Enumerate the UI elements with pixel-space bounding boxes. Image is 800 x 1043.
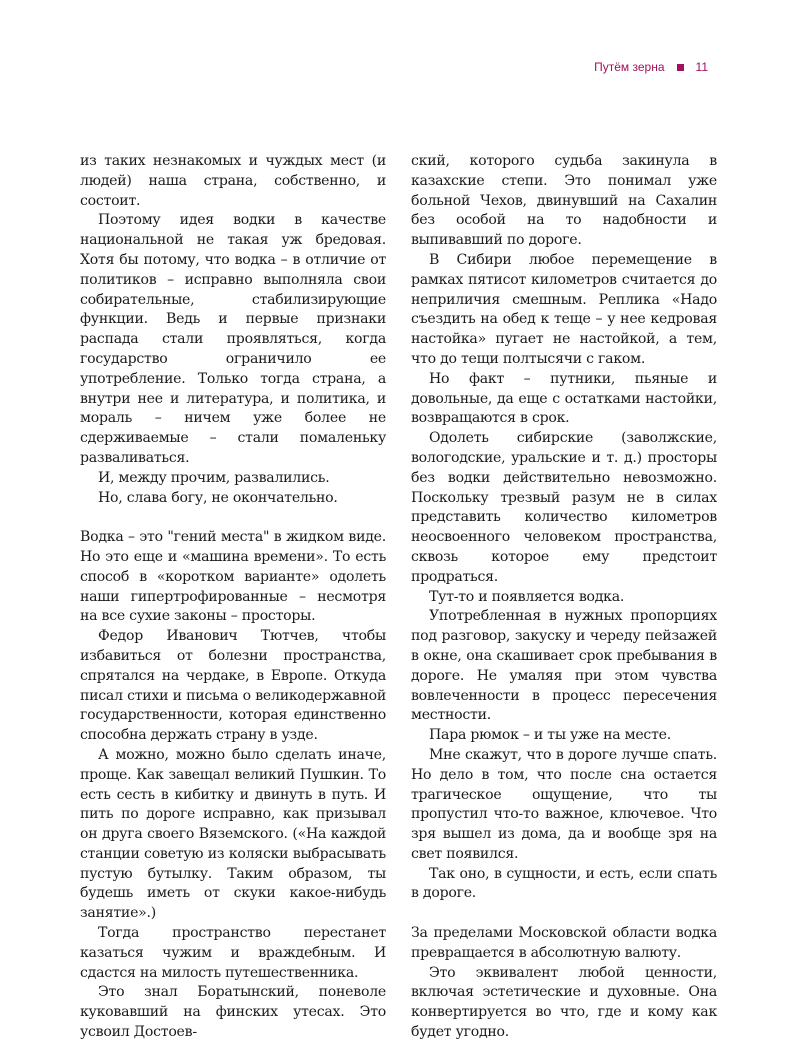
paragraph: Пара рюмок – и ты уже на месте. bbox=[429, 727, 671, 744]
paragraph: Так оно, в сущности, и есть, если спать в дороге. bbox=[411, 865, 717, 902]
paragraph: За пределами Московской области водка превращается в абсолютную валюту. bbox=[411, 925, 717, 961]
paragraph: ский, которого судьба закинула в казахские степи. Это понимал уже больной Чехов, двинувший на Сахалин без особой на то надобности и выпивавший по дороге. bbox=[411, 153, 717, 249]
running-header bbox=[594, 60, 708, 74]
paragraph: Употребленная в нужных пропорциях под разговор, закуску и череду пейзажей в окне, она скашивает срок пребывания в дороге. Не умаляя при этом чувства вовлеченности в процесс пересечения местности. bbox=[411, 608, 717, 724]
paragraph: Поэтому идея водки в качестве национальной не такая уж бредовая. Хотя бы потому, что водка – в отличие от политиков – исправно выполняла свои собирательные, стабилизирующие функции. Ведь и первые признаки распада стали проявляться, когда государство ограничило ее употребление. Только тогда страна, а внутри нее и литература, и политика, и мораль – ничем уже более не сдерживаемые – стали помаленьку разваливаться. bbox=[80, 212, 386, 466]
paragraph: Но факт – путники, пьяные и довольные, да еще с остатками настойки, возвращаются в срок. bbox=[411, 370, 717, 427]
running-title: Путём зерна bbox=[594, 60, 665, 74]
paragraph: Водка – это "гений места" в жидком виде. Но это еще и «машина времени». То есть способ в «коротком варианте» одолеть наши гипертрофированные – несмотря на все сухие законы – просторы. bbox=[80, 529, 386, 625]
left-column bbox=[80, 152, 386, 1043]
paragraph: А можно, можно было сделать иначе, проще. Как завещал великий Пушкин. То есть сесть в кибитку и двинуть в путь. И пить по дороге исправно, как призывал он друга своего Вяземского. («На каждой станции советую из коляски выбрасывать пустую бутылку. Таким образом, ты будешь иметь от скуки какое-нибудь занятие».) bbox=[80, 746, 386, 922]
paragraph: Тут-то и появляется водка. bbox=[429, 588, 625, 605]
paragraph: Мне скажут, что в дороге лучше спать. Но дело в том, что после сна остается трагическое ощущение, что ты пропустил что-то важное, ключевое. Что зря вышел из дома, да и вообще зря на свет появился. bbox=[411, 746, 717, 862]
paragraph: Но, слава богу, не окончательно. bbox=[98, 489, 338, 506]
paragraph: Это знал Боратынский, поневоле куковавший на финских утесах. Это усвоил Достоев- bbox=[80, 984, 386, 1041]
paragraph: из таких незнакомых и чуждых мест (и людей) наша страна, собственно, и состоит. bbox=[80, 153, 386, 209]
paragraph: И, между прочим, развалились. bbox=[98, 469, 330, 486]
paragraph: Одолеть сибирские (заволжские, вологодские, уральские и т. д.) просторы без водки действительно невозможно. Поскольку трезвый разум не в силах представить количество километров неосвоенного человеком пространства, сквозь которое ему предстоит продраться. bbox=[411, 430, 717, 585]
paragraph: Это эквивалент любой ценности, включая эстетические и духовные. Она конвертируется во что, где и кому как будет угодно. bbox=[411, 964, 717, 1041]
right-column bbox=[411, 152, 717, 1043]
paragraph: Федор Иванович Тютчев, чтобы избавиться от болезни пространства, спрятался на чердаке, в Европе. Откуда писал стихи и письма о великодержавной государственности, которая единственно способна держать страну в узде. bbox=[80, 628, 386, 744]
paragraph: В Сибири любое перемещение в рамках пятисот километров считается до неприличия смешным. Реплика «Надо съездить на обед к теще – у нее кедровая настойка» пугает не настойкой, а тем, что до тещи полтысячи с гаком. bbox=[411, 251, 717, 367]
header-square-ornament bbox=[677, 64, 684, 71]
page-number: 11 bbox=[695, 60, 708, 74]
paragraph: Тогда пространство перестанет казаться чужим и враждебным. И сдастся на милость путешественника. bbox=[80, 925, 386, 981]
section-break bbox=[411, 904, 717, 924]
section-break bbox=[80, 508, 386, 528]
